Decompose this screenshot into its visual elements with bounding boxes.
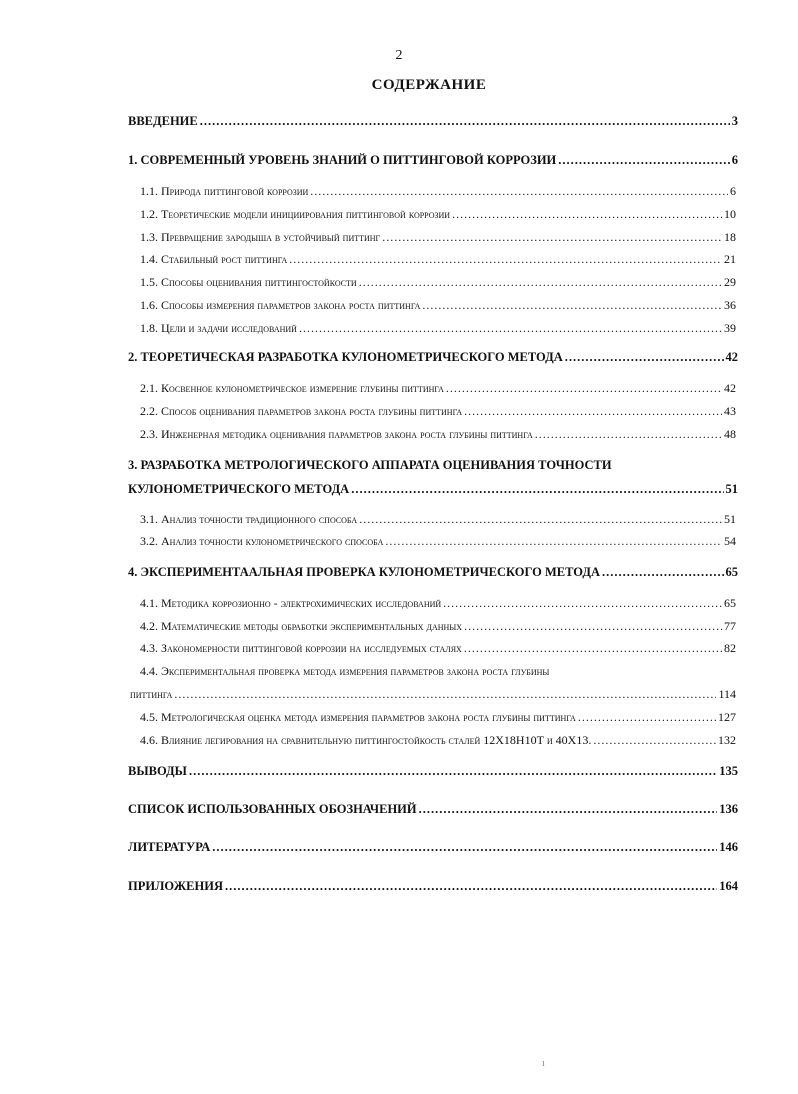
toc-entry-1-6[interactable]: 1.6. Способы измерения параметров закона роста питтинга ..... 36 xyxy=(140,295,736,315)
page-number: 2 xyxy=(395,48,403,63)
toc-entry-2-1[interactable]: 2.1. Косвенное кулонометрическое измерение глубины питтинга ..... 42 xyxy=(140,378,736,398)
toc-entry-2-3[interactable]: 2.3. Инженерная методика оценивания параметров закона роста глубины питтинга ..... 48 xyxy=(140,424,736,444)
toc-entry-1-4[interactable]: 1.4. Стабильный рост питтинга ..... 21 xyxy=(140,249,736,269)
toc-entry-2-2[interactable]: 2.2. Способ оценивания параметров закона роста глубины питтинга ..... 43 xyxy=(140,401,736,421)
toc-entry-chapter-3-line1[interactable]: 3. РАЗРАБОТКА МЕТРОЛОГИЧЕСКОГО АППАРАТА ОЦЕНИВАНИЯ ТОЧНОСТИ xyxy=(128,458,612,472)
toc-entry-introduction[interactable]: ВВЕДЕНИЕ ..... 3 xyxy=(128,111,738,131)
toc-entry-chapter-3[interactable]: КУЛОНОМЕТРИЧЕСКОГО МЕТОДА ..... 51 xyxy=(128,479,738,499)
toc-entry-4-5[interactable]: 4.5. Метрологическая оценка метода измерения параметров закона роста глубины питтинга ..... 127 xyxy=(140,707,736,727)
toc-entry-chapter-4[interactable]: 4. ЭКСПЕРИМЕНТААЛЬНАЯ ПРОВЕРКА КУЛОНОМЕТРИЧЕСКОГО МЕТОДА ..... 65 xyxy=(128,562,738,582)
toc-entry-chapter-2[interactable]: 2. ТЕОРЕТИЧЕСКАЯ РАЗРАБОТКА КУЛОНОМЕТРИЧЕСКОГО МЕТОДА ..... 42 xyxy=(128,347,738,367)
toc-entry-4-4-line1[interactable]: 4.4. Экспериментальная проверка метода измерения параметров закона роста глубины xyxy=(140,664,550,678)
toc-title: СОДЕРЖАНИЕ xyxy=(371,77,487,93)
toc-entry-1-8[interactable]: 1.8. Цели и задачи исследований ..... 39 xyxy=(140,318,736,338)
toc-entry-1-3[interactable]: 1.3. Превращение зародыша в устойчивый питтинг ..... 18 xyxy=(140,227,736,247)
toc-entry-literature[interactable]: ЛИТЕРАТУРА ..... 146 xyxy=(128,837,738,857)
toc-entry-1-2[interactable]: 1.2. Теоретические модели инициирования питтинговой коррозии ..... 10 xyxy=(140,204,736,224)
toc-entry-conclusions[interactable]: ВЫВОДЫ ..... 135 xyxy=(128,761,738,781)
toc-entry-4-2[interactable]: 4.2. Математические методы обработки экспериментальных данных ..... 77 xyxy=(140,616,736,636)
scan-dot-mark: ı xyxy=(542,1058,545,1069)
toc-entry-4-4[interactable]: питтинга ..... 114 xyxy=(130,684,736,704)
toc-entry-3-2[interactable]: 3.2. Анализ точности кулонометрического способа ..... 54 xyxy=(140,531,736,551)
toc-entry-1-5[interactable]: 1.5. Способы оценивания питтингостойкости ..... 29 xyxy=(140,272,736,292)
toc-entry-appendices[interactable]: ПРИЛОЖЕНИЯ ..... 164 xyxy=(128,876,738,896)
toc-entry-notation[interactable]: СПИСОК ИСПОЛЬЗОВАННЫХ ОБОЗНАЧЕНИЙ ..... 136 xyxy=(128,799,738,819)
toc-entry-chapter-1[interactable]: 1. СОВРЕМЕННЫЙ УРОВЕНЬ ЗНАНИЙ О ПИТТИНГОВОЙ КОРРОЗИИ ..... 6 xyxy=(128,150,738,170)
toc-entry-4-6[interactable]: 4.6. Влияние легирования на сравнительную питтингостойкость сталей 12Х18Н10Т и 40Х13. ..... 132 xyxy=(140,730,736,750)
toc-entry-4-1[interactable]: 4.1. Методика коррозионно - электрохимических исследований ..... 65 xyxy=(140,593,736,613)
toc-entry-4-3[interactable]: 4.3. Закономерности питтинговой коррозии на исследуемых сталях ..... 82 xyxy=(140,638,736,658)
toc-entry-1-1[interactable]: 1.1. Природа питтинговой коррозии ..... 6 xyxy=(140,181,736,201)
toc-entry-3-1[interactable]: 3.1. Анализ точности традиционного способа ..... 51 xyxy=(140,509,736,529)
